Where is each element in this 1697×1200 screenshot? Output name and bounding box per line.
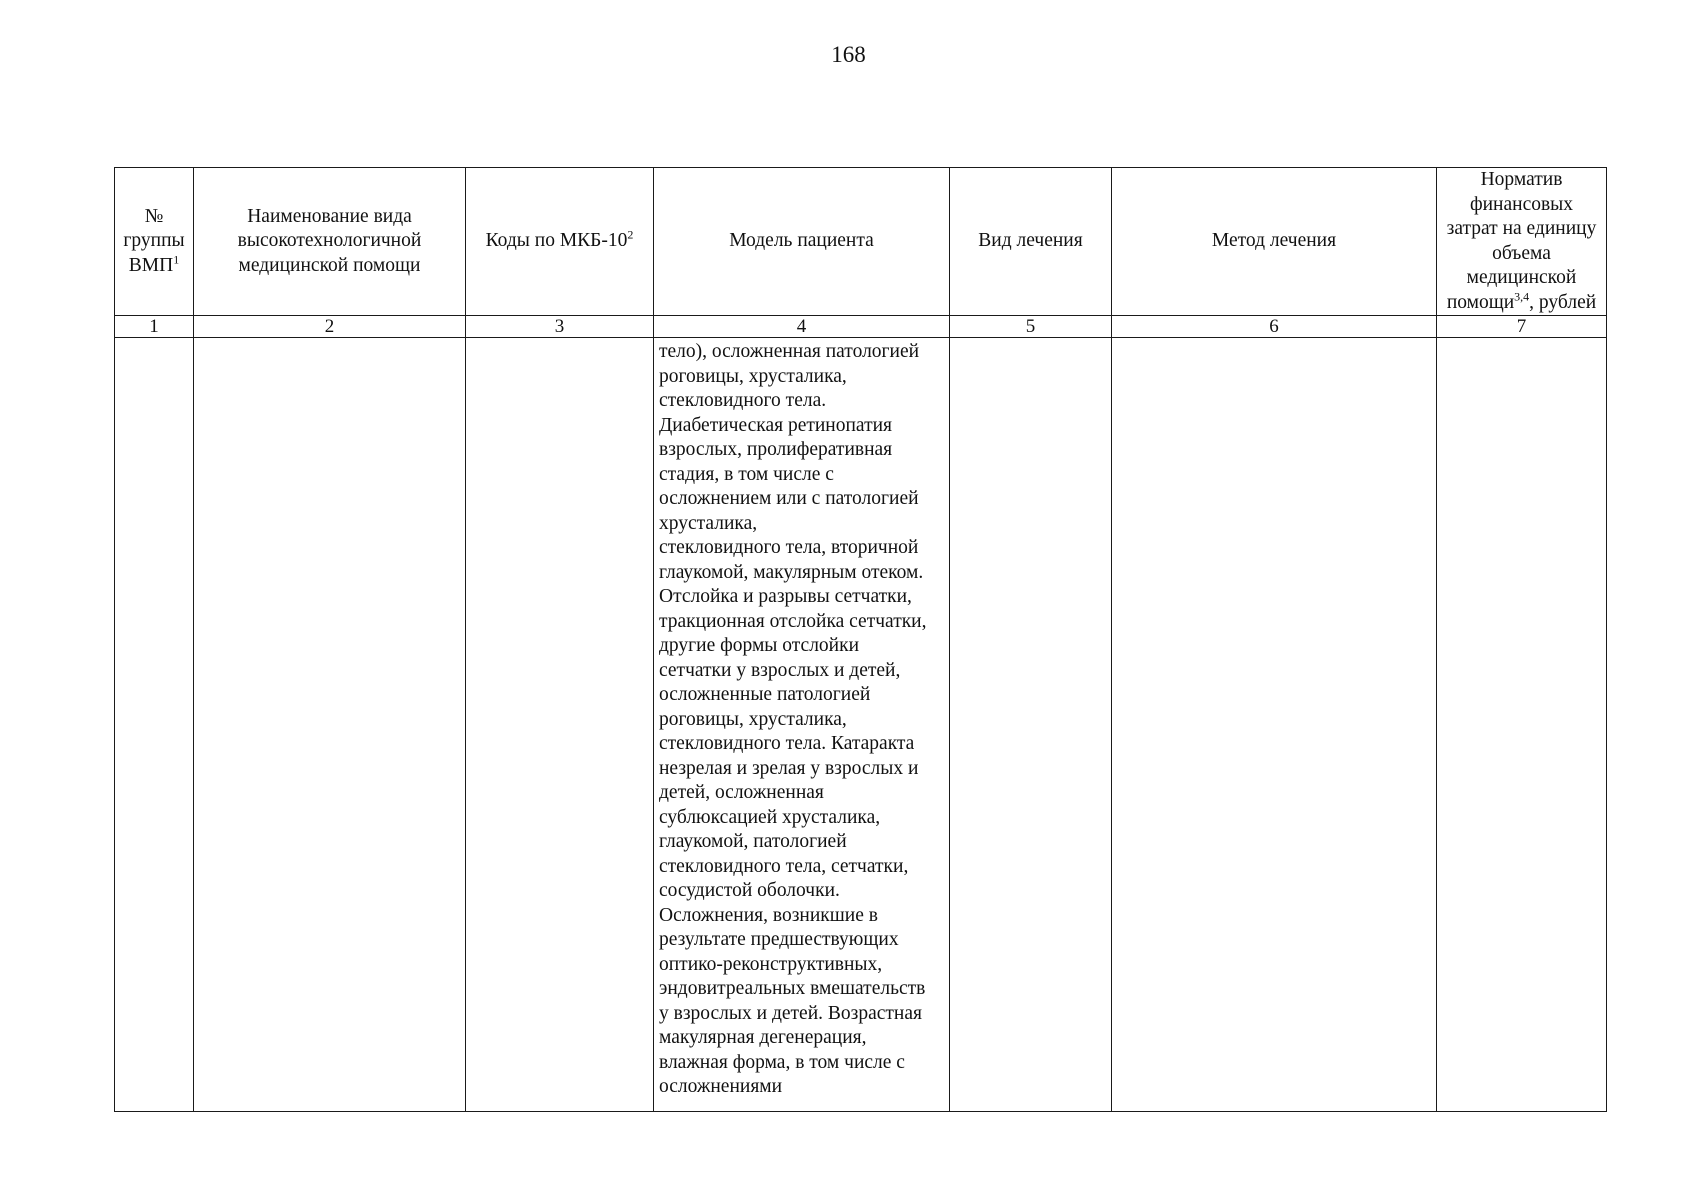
header-group-no: № группы ВМП$^1$: [115, 168, 194, 316]
column-number: 1: [115, 316, 194, 338]
cell-mkb-codes: [466, 338, 654, 1112]
table-row: [115, 338, 1607, 1112]
header-treatment-method: Метод лечения: [1112, 168, 1437, 316]
cell-cost-norm: [1437, 338, 1607, 1112]
header-cost-norm: Норматив финансовых затрат на единицу объема медицинской помощи$^{3,4}$, рублей: [1437, 168, 1607, 316]
cell-treatment-type: [950, 338, 1112, 1112]
page-number: 168: [831, 42, 866, 67]
footnote-mark: 2: [627, 227, 634, 242]
column-number: 3: [466, 316, 654, 338]
vmp-table: [114, 167, 1607, 1112]
column-number: 4: [654, 316, 950, 338]
cell-treatment-method: [1112, 338, 1437, 1112]
column-number-row: [115, 316, 1607, 338]
column-number: 7: [1437, 316, 1607, 338]
column-number: 5: [950, 316, 1112, 338]
cell-vmp-name: [194, 338, 466, 1112]
header-vmp-name: Наименование вида высокотехнологичной медицинской помощи: [194, 168, 466, 316]
column-number: 2: [194, 316, 466, 338]
column-number: 6: [1112, 316, 1437, 338]
header-row: [115, 168, 1607, 316]
cell-group-no: [115, 338, 194, 1112]
header-treatment-type: Вид лечения: [950, 168, 1112, 316]
header-mkb-codes: Коды по МКБ-$10^2$: [466, 168, 654, 316]
header-patient-model: Модель пациента: [654, 168, 950, 316]
footnote-mark: 3,4: [1514, 289, 1530, 303]
footnote-mark: 1: [173, 252, 180, 267]
cell-patient-model: тело), осложненная патологией роговицы, хрусталика, стекловидного тела. Диабетическая ретинопатия взрослых, пролиферативная стадия, в том числе с осложнением или с патологией хрусталика, стекловидного тела, вторичной глаукомой, макулярным отеком. Отслойка и разрывы сетчатки, тракционная отслойка сетчатки, другие формы отслойки сетчатки у взрослых и детей, осложненные патологией роговицы, хрусталика, стекловидного тела. Катаракта незрелая и зрелая у взрослых и детей, осложненная сублюксацией хрусталика, глаукомой, патологией стекловидного тела, сетчатки, сосудистой оболочки. Осложнения, возникшие в результате предшествующих оптико-реконструктивных, эндовитреальных вмешательств у взрослых и детей. Возрастная макулярная дегенерация, влажная форма, в том числе с осложнениями: [654, 338, 950, 1112]
